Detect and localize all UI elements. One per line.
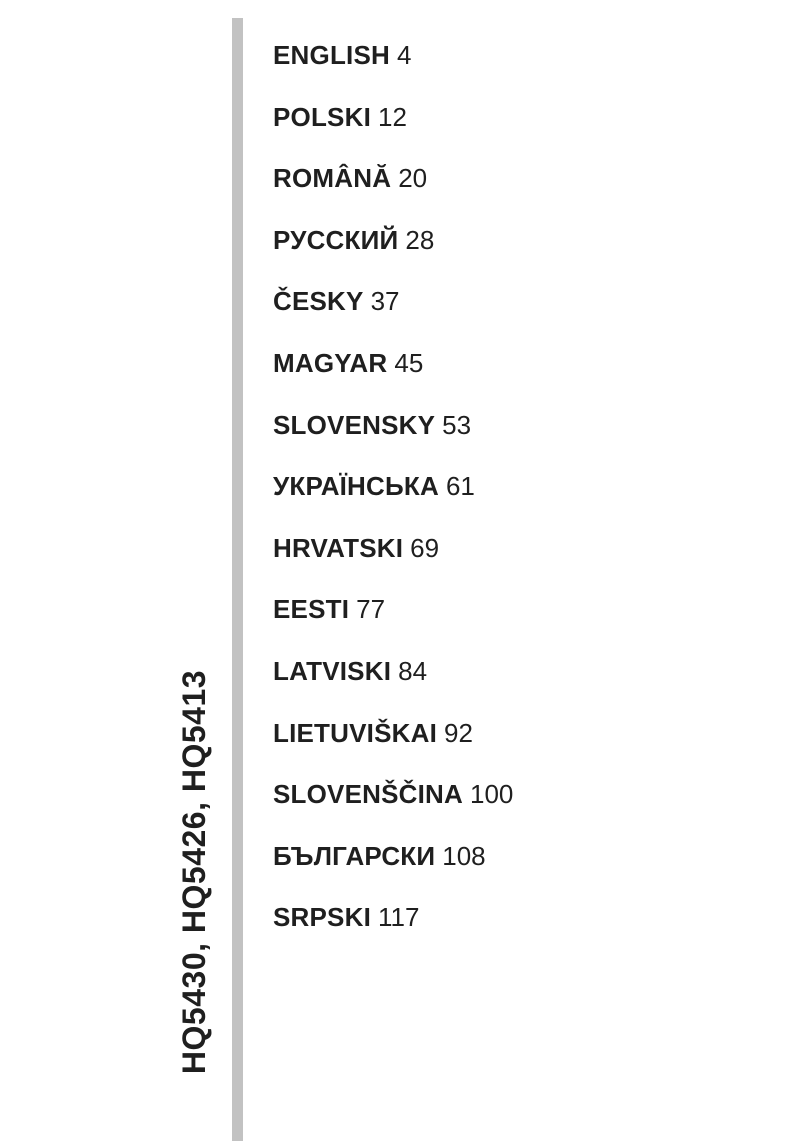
- language-entry-balgarski[interactable]: [273, 839, 513, 901]
- page-number: 12: [378, 101, 407, 132]
- language-index: [273, 38, 513, 962]
- language-name: БЪЛГАРСКИ: [273, 840, 436, 871]
- page-number: 28: [405, 224, 435, 255]
- language-entry-romana[interactable]: [273, 161, 513, 223]
- page-number: 84: [398, 655, 428, 686]
- language-name: ENGLISH: [273, 40, 390, 70]
- page-number: 117: [378, 902, 420, 933]
- vertical-divider-bar: [232, 18, 243, 1141]
- page-number: 53: [442, 409, 472, 440]
- language-name: MAGYAR: [273, 347, 388, 378]
- language-name: SLOVENSKY: [273, 409, 436, 440]
- language-entry-polski[interactable]: [273, 100, 513, 162]
- language-name: HRVATSKI: [273, 532, 404, 563]
- language-entry-eesti[interactable]: [273, 592, 513, 654]
- page-number: 45: [394, 347, 424, 378]
- language-entry-slovensky[interactable]: [273, 408, 513, 470]
- language-entry-slovenscina[interactable]: [273, 777, 513, 839]
- model-numbers: HQ5430, HQ5426, HQ5413: [176, 669, 212, 1075]
- page-number: 69: [410, 532, 440, 563]
- language-name: LIETUVIŠKAI: [273, 717, 437, 748]
- page-number: 4: [396, 40, 412, 70]
- language-name: EESTI: [273, 594, 350, 625]
- language-name: ROMÂNĂ: [273, 163, 392, 194]
- language-name: РУССКИЙ: [273, 224, 399, 255]
- language-name: LATVISKI: [273, 655, 392, 686]
- language-entry-srpski[interactable]: [273, 900, 513, 962]
- language-entry-ukrainska[interactable]: [273, 469, 513, 531]
- language-name: ČESKY: [273, 286, 364, 317]
- language-entry-magyar[interactable]: [273, 346, 513, 408]
- language-name: POLSKI: [273, 101, 371, 132]
- language-entry-cesky[interactable]: [273, 284, 513, 346]
- page-number: 100: [470, 779, 514, 810]
- language-name: SRPSKI: [273, 902, 372, 933]
- language-name: SLOVENŠČINA: [273, 779, 464, 810]
- page-number: 61: [445, 471, 475, 502]
- language-name: УКРАЇНСЬКА: [273, 471, 439, 502]
- language-entry-hrvatski[interactable]: [273, 531, 513, 593]
- page-number: 92: [444, 717, 473, 748]
- language-entry-lietuviskai[interactable]: [273, 716, 513, 778]
- language-entry-latviski[interactable]: [273, 654, 513, 716]
- page-number: 77: [356, 594, 386, 625]
- page-number: 20: [398, 163, 428, 194]
- page-number: 108: [442, 840, 486, 871]
- language-entry-english[interactable]: [273, 38, 513, 100]
- page-number: 37: [370, 286, 400, 317]
- language-entry-russkiy[interactable]: [273, 223, 513, 285]
